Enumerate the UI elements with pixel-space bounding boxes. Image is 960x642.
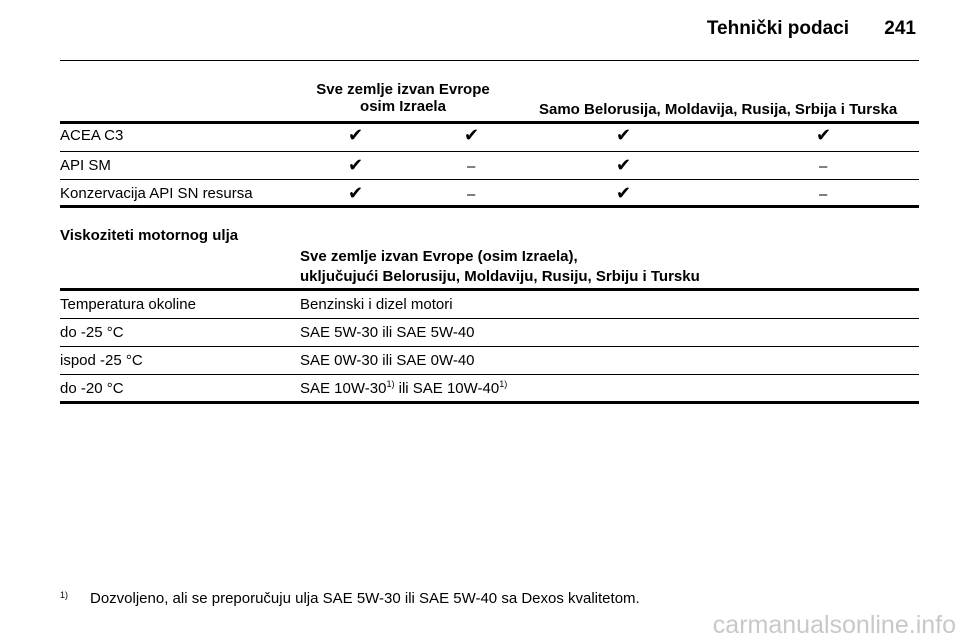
check-mark-icon: ✔ [348,125,364,145]
page-title: Tehnički podaci [706,18,850,39]
spec-row-label: ACEA C3 [60,127,124,144]
check-mark-icon: ✔ [616,155,632,175]
row-divider [60,318,919,319]
spec-table-top-rule [60,121,919,124]
dash-mark: – [467,158,476,175]
spec-table-bottom-rule [60,205,919,208]
page-number: 241 [884,18,916,39]
viscosity-oil-with-footnotes [300,380,507,397]
row-divider [60,151,919,152]
viscosity-header-line2: uključujući Belorusiju, Moldaviju, Rusiju, Srbiju i Tursku [300,268,700,285]
viscosity-temperature: do -25 °C [60,324,124,341]
viscosity-table-top-rule [60,288,919,291]
viscosity-oil: SAE 0W-30 ili SAE 0W-40 [300,352,475,369]
watermark: carmanualsonline.info [712,611,956,639]
section-title: Viskoziteti motornog ulja [60,227,239,244]
col-header-line2: osim Izraela [360,98,446,115]
col-header-all-except-europe [300,81,506,115]
check-mark-icon: ✔ [616,183,632,203]
header-divider [60,60,919,61]
viscosity-table-bottom-rule [60,401,919,404]
viscosity-oil: SAE 5W-30 ili SAE 5W-40 [300,324,475,341]
oil-grade-b: ili SAE 10W-40 [394,380,500,397]
viscosity-temperature: do -20 °C [60,380,124,397]
dash-mark: – [467,186,476,203]
check-mark-icon: ✔ [616,125,632,145]
viscosity-temperature: ispod -25 °C [60,352,143,369]
dash-mark: – [819,158,828,175]
spec-row-label: API SM [60,157,111,174]
spec-row-label: Konzervacija API SN resursa [60,185,253,202]
footnote-ref: 1) [386,379,395,389]
check-mark-icon: ✔ [816,125,832,145]
col-header-engines: Benzinski i dizel motori [300,296,453,313]
viscosity-header-line1: Sve zemlje izvan Evrope (osim Izraela), [300,248,578,265]
dash-mark: – [819,186,828,203]
col-header-belarus-moldova-russia-serbia-turkey: Samo Belorusija, Moldavija, Rusija, Srbija i Turska [539,101,898,118]
row-divider [60,346,919,347]
col-header-temperature: Temperatura okoline [60,296,196,313]
footnote-ref: 1) [499,379,508,389]
col-header-line1: Sve zemlje izvan Evrope [316,81,490,98]
check-mark-icon: ✔ [348,183,364,203]
footnote-text: Dozvoljeno, ali se preporučuju ulja SAE 5W-30 ili SAE 5W-40 sa Dexos kvalitetom. [90,590,640,607]
row-divider [60,179,919,180]
footnote-mark: 1) [60,590,69,600]
row-divider [60,374,919,375]
check-mark-icon: ✔ [348,155,364,175]
check-mark-icon: ✔ [464,125,480,145]
page-header [707,18,916,40]
oil-grade-a: SAE 10W-30 [300,380,387,397]
